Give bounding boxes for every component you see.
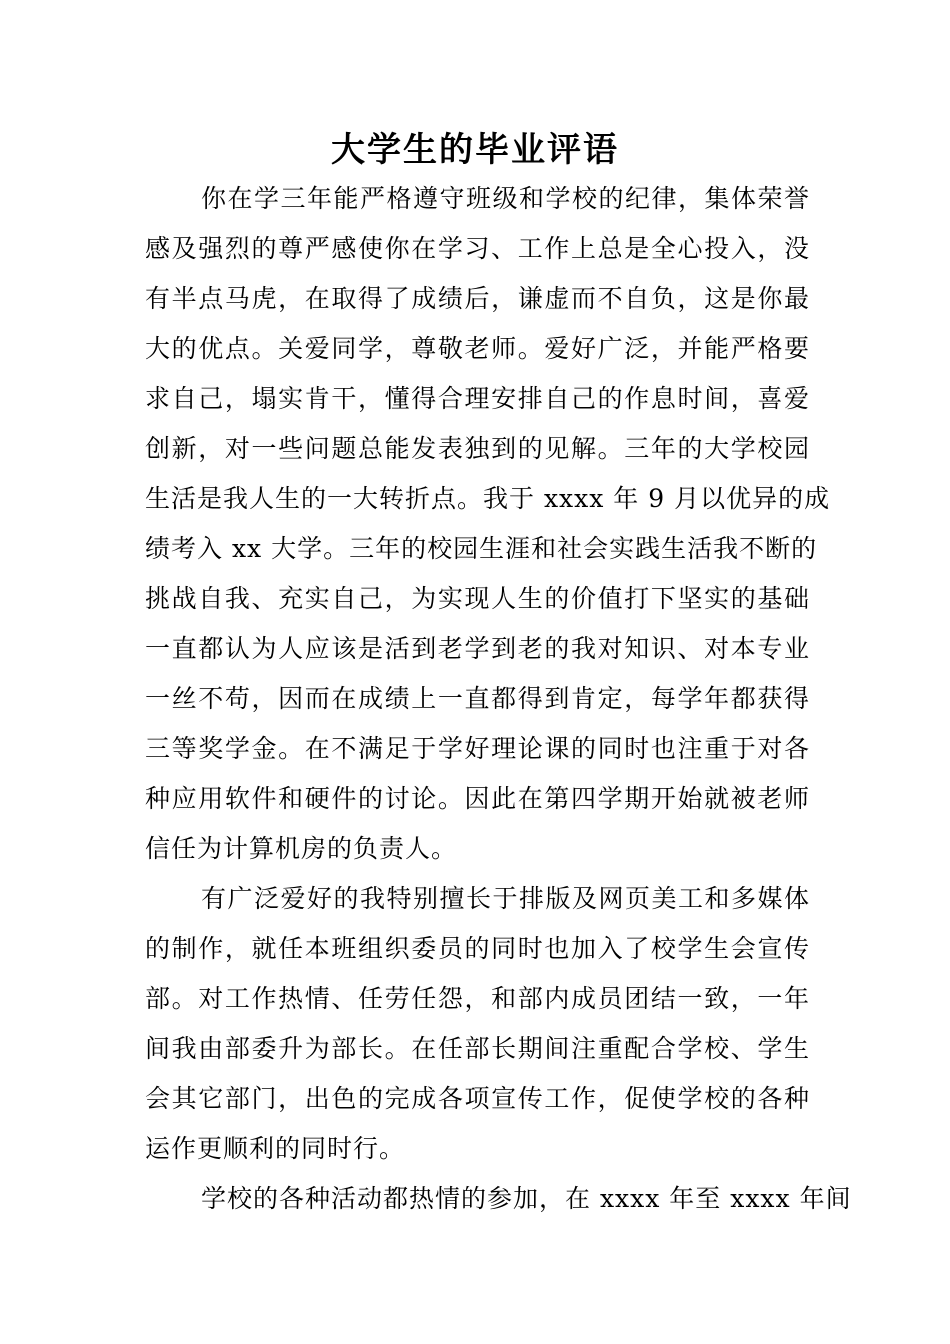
text-line: 有广泛爱好的我特别擅长于排版及网页美工和多媒体	[201, 884, 810, 913]
text-line: 的制作，就任本班组织委员的同时也加入了校学生会宣传	[145, 934, 810, 963]
text-line: 挑战自我、充实自己，为实现人生的价值打下坚实的基础	[145, 584, 810, 613]
text-line: 运作更顺利的同时行。	[145, 1134, 406, 1163]
document-title: 大学生的毕业评语	[331, 130, 619, 170]
text-line: 感及强烈的尊严感使你在学习、工作上总是全心投入，没	[145, 234, 810, 263]
text-line: 求自己，塌实肯干，懂得合理安排自己的作息时间，喜爱	[145, 384, 810, 413]
text-line: 三等奖学金。在不满足于学好理论课的同时也注重于对各	[145, 734, 810, 763]
text-line: 生活是我人生的一大转折点。我于 xxxx 年 9 月以优异的成	[145, 484, 831, 513]
text-line: 种应用软件和硬件的讨论。因此在第四学期开始就被老师	[145, 784, 810, 813]
document-body	[145, 174, 852, 1224]
text-line: 一丝不苟，因而在成绩上一直都得到肯定，每学年都获得	[145, 684, 810, 713]
text-line: 部。对工作热情、任劳任怨，和部内成员团结一致，一年	[145, 984, 810, 1013]
text-line: 大的优点。关爱同学，尊敬老师。爱好广泛，并能严格要	[145, 334, 810, 363]
text-line: 会其它部门，出色的完成各项宣传工作，促使学校的各种	[145, 1084, 810, 1113]
text-line: 有半点马虎，在取得了成绩后，谦虚而不自负，这是你最	[145, 284, 810, 313]
text-line: 学校的各种活动都热情的参加，在 xxxx 年至 xxxx 年间	[201, 1184, 852, 1213]
text-line: 信任为计算机房的负责人。	[145, 834, 458, 863]
text-line: 创新，对一些问题总能发表独到的见解。三年的大学校园	[145, 434, 810, 463]
text-line: 一直都认为人应该是活到老学到老的我对知识、对本专业	[145, 634, 810, 663]
text-line: 你在学三年能严格遵守班级和学校的纪律，集体荣誉	[201, 184, 810, 213]
text-line: 绩考入 xx 大学。三年的校园生涯和社会实践生活我不断的	[145, 534, 818, 563]
text-line: 间我由部委升为部长。在任部长期间注重配合学校、学生	[145, 1034, 810, 1063]
